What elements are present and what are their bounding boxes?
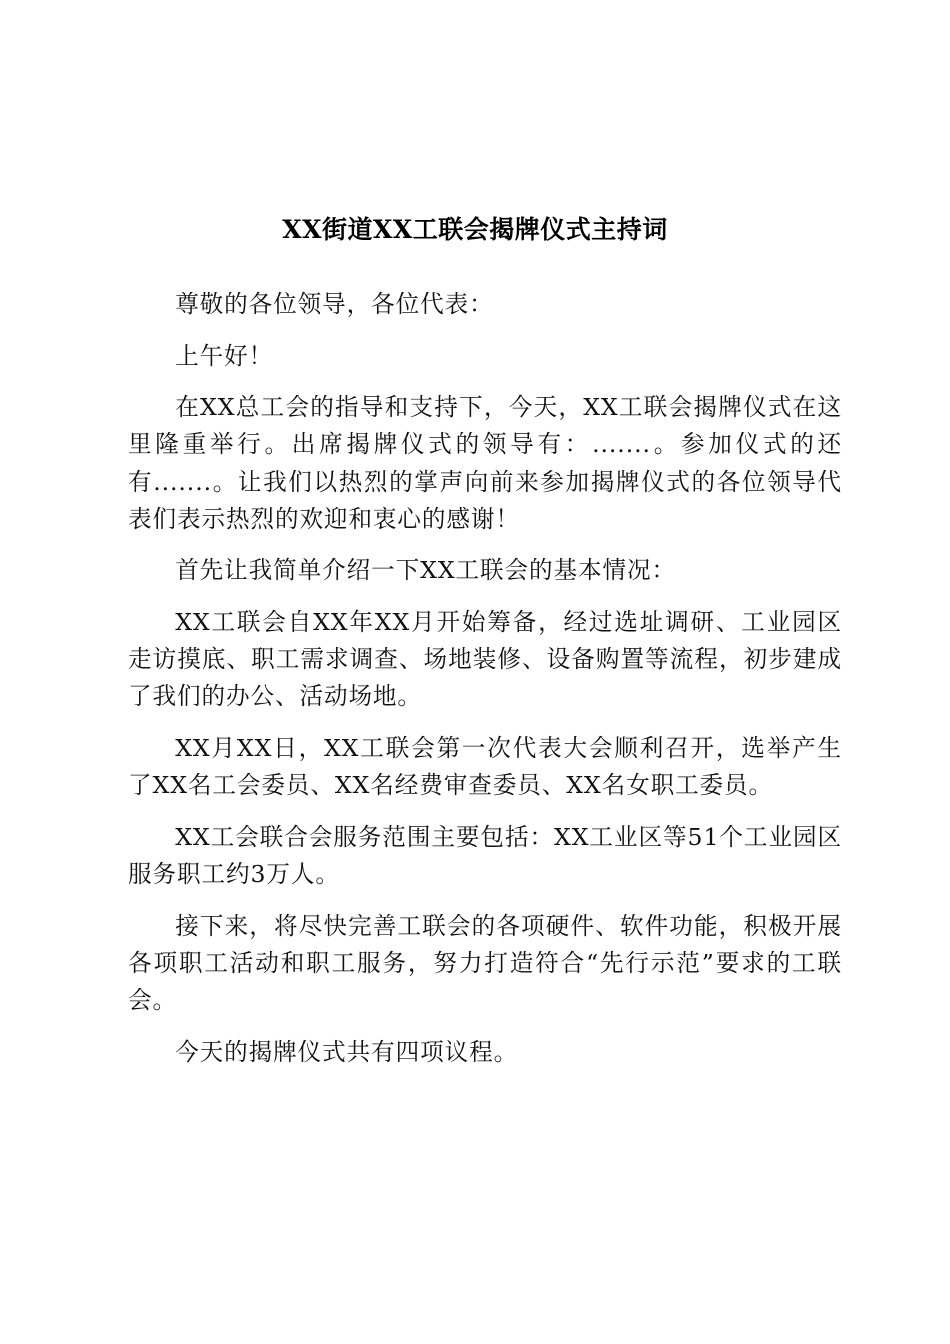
document-body (128, 286, 842, 1085)
paragraph-greeting-address: 尊敬的各位领导，各位代表： (175, 290, 494, 318)
paragraph-congress: XX月XX日，XX工联会第一次代表大会顺利召开，选举产生了XX名工会委员、XX名经费审查委员、XX名女职工委员。 (128, 733, 842, 800)
paragraph-agenda: 今天的揭牌仪式共有四项议程。 (175, 1037, 519, 1066)
paragraph-intro-lead: 首先让我简单介绍一下XX工联会的基本情况： (175, 556, 676, 585)
paragraph-service-scope: XX工会联合会服务范围主要包括：XX工业区等51个工业园区服务职工约3万人。 (128, 822, 842, 888)
paragraph-greeting: 上午好！ (175, 341, 274, 370)
paragraph-preparation: XX工联会自XX年XX月开始筹备，经过选址调研、工业园区走访摸底、职工需求调查、场地装修、设备购置等流程，初步建成了我们的办公、活动场地。 (128, 607, 842, 711)
paragraph-next-steps: 接下来，将尽快完善工联会的各项硬件、软件功能，积极开展各项职工活动和职工服务，努力打造符合“先行示范”要求的工联会。 (128, 911, 842, 1014)
document-title: XX街道XX工联会揭牌仪式主持词 (282, 215, 668, 244)
paragraph-opening: 在XX总工会的指导和支持下，今天，XX工联会揭牌仪式在这里隆重举行。出席揭牌仪式的领导有：.......。参加仪式的还有.......。让我们以热烈的掌声向前来参加揭牌仪式的各位领导代表们表示热烈的欢迎和衷心的感谢！ (128, 393, 842, 533)
